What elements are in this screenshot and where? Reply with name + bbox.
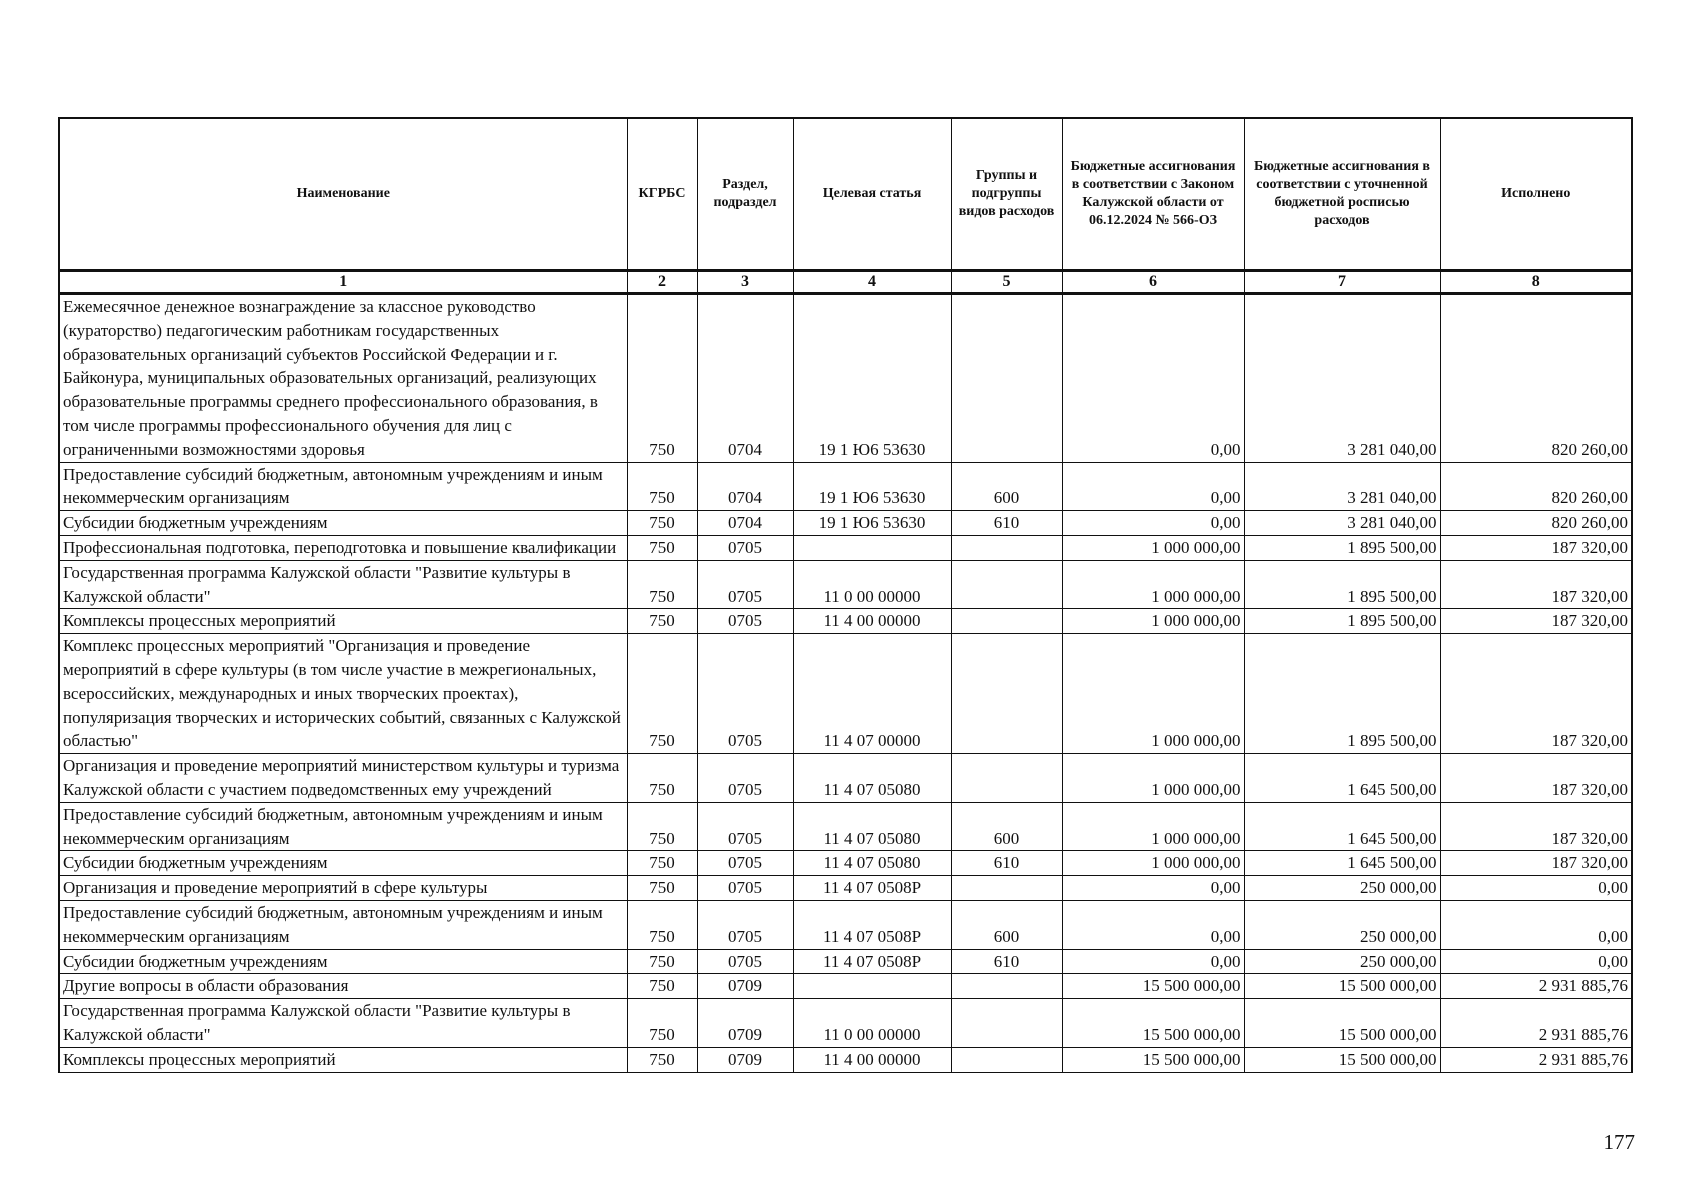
cell-name: Организация и проведение мероприятий министерством культуры и туризма Калужской области с участием подведомственных ему учреждений <box>59 754 627 803</box>
cell-kgrbs: 750 <box>627 802 697 851</box>
budget-table <box>58 117 1633 1073</box>
cell-group: 600 <box>951 802 1062 851</box>
cell-section: 0705 <box>697 949 793 974</box>
cell-section: 0705 <box>697 535 793 560</box>
cell-section: 0705 <box>697 900 793 949</box>
cell-group <box>951 999 1062 1048</box>
cell-executed-amount: 0,00 <box>1440 949 1632 974</box>
table-row <box>59 876 1632 901</box>
cell-section: 0709 <box>697 1047 793 1072</box>
cell-name: Другие вопросы в области образования <box>59 974 627 999</box>
table-row <box>59 294 1632 463</box>
cell-group: 600 <box>951 900 1062 949</box>
cell-refined-amount: 3 281 040,00 <box>1244 294 1440 463</box>
cell-refined-amount: 250 000,00 <box>1244 900 1440 949</box>
cell-law-amount: 0,00 <box>1062 949 1244 974</box>
cell-executed-amount: 0,00 <box>1440 876 1632 901</box>
cell-section: 0709 <box>697 999 793 1048</box>
cell-kgrbs: 750 <box>627 634 697 754</box>
cell-name: Комплексы процессных мероприятий <box>59 609 627 634</box>
cell-target: 11 4 07 05080 <box>793 802 951 851</box>
column-header: КГРБС <box>627 118 697 271</box>
cell-group <box>951 294 1062 463</box>
cell-name: Предоставление субсидий бюджетным, автономным учреждениям и иным некоммерческим организациям <box>59 802 627 851</box>
cell-refined-amount: 15 500 000,00 <box>1244 999 1440 1048</box>
cell-executed-amount: 187 320,00 <box>1440 609 1632 634</box>
cell-target: 11 4 07 00000 <box>793 634 951 754</box>
cell-target: 19 1 Ю6 53630 <box>793 462 951 511</box>
cell-refined-amount: 250 000,00 <box>1244 949 1440 974</box>
cell-kgrbs: 750 <box>627 949 697 974</box>
cell-refined-amount: 15 500 000,00 <box>1244 974 1440 999</box>
column-number: 4 <box>793 271 951 294</box>
cell-refined-amount: 15 500 000,00 <box>1244 1047 1440 1072</box>
cell-executed-amount: 2 931 885,76 <box>1440 974 1632 999</box>
cell-name: Предоставление субсидий бюджетным, автономным учреждениям и иным некоммерческим организациям <box>59 462 627 511</box>
cell-law-amount: 1 000 000,00 <box>1062 851 1244 876</box>
cell-executed-amount: 2 931 885,76 <box>1440 1047 1632 1072</box>
cell-refined-amount: 1 895 500,00 <box>1244 535 1440 560</box>
cell-kgrbs: 750 <box>627 560 697 609</box>
cell-kgrbs: 750 <box>627 754 697 803</box>
page-number: 177 <box>1603 1130 1635 1154</box>
cell-kgrbs: 750 <box>627 462 697 511</box>
column-header: Бюджетные ассигнования в соответствии с Законом Калужской области от 06.12.2024 № 566-ОЗ <box>1062 118 1244 271</box>
cell-law-amount: 15 500 000,00 <box>1062 974 1244 999</box>
table-row <box>59 802 1632 851</box>
cell-law-amount: 15 500 000,00 <box>1062 999 1244 1048</box>
cell-name: Комплекс процессных мероприятий "Организация и проведение мероприятий в сфере культуры (в том числе участие в межрегиональных, всероссийских, международных и иных творческих проектах), популяризация творческих и исторических событий, связанных с Калужской областью" <box>59 634 627 754</box>
table-row <box>59 949 1632 974</box>
table-row <box>59 462 1632 511</box>
cell-section: 0704 <box>697 511 793 536</box>
cell-name: Предоставление субсидий бюджетным, автономным учреждениям и иным некоммерческим организациям <box>59 900 627 949</box>
table-row <box>59 1047 1632 1072</box>
cell-kgrbs: 750 <box>627 511 697 536</box>
cell-executed-amount: 820 260,00 <box>1440 462 1632 511</box>
cell-name: Комплексы процессных мероприятий <box>59 1047 627 1072</box>
cell-group <box>951 754 1062 803</box>
cell-executed-amount: 0,00 <box>1440 900 1632 949</box>
column-number: 6 <box>1062 271 1244 294</box>
column-header: Бюджетные ассигнования в соответствии с уточненной бюджетной росписью расходов <box>1244 118 1440 271</box>
cell-refined-amount: 1 895 500,00 <box>1244 560 1440 609</box>
cell-section: 0704 <box>697 462 793 511</box>
cell-kgrbs: 750 <box>627 535 697 560</box>
cell-executed-amount: 820 260,00 <box>1440 294 1632 463</box>
table-row <box>59 974 1632 999</box>
cell-executed-amount: 187 320,00 <box>1440 754 1632 803</box>
cell-target: 11 4 07 0508Р <box>793 900 951 949</box>
cell-law-amount: 1 000 000,00 <box>1062 754 1244 803</box>
table-row <box>59 900 1632 949</box>
cell-law-amount: 0,00 <box>1062 900 1244 949</box>
table-row <box>59 535 1632 560</box>
cell-group <box>951 974 1062 999</box>
cell-group <box>951 609 1062 634</box>
cell-group <box>951 560 1062 609</box>
cell-section: 0705 <box>697 802 793 851</box>
cell-refined-amount: 1 895 500,00 <box>1244 609 1440 634</box>
table-row <box>59 609 1632 634</box>
cell-target <box>793 974 951 999</box>
cell-name: Ежемесячное денежное вознаграждение за классное руководство (кураторство) педагогическим работникам государственных образовательных организаций субъектов Российской Федерации и г. Байконура, муниципальных образовательных организаций, реализующих образовательные программы среднего профессионального образования, в том числе программы профессионального обучения для лиц с ограниченными возможностями здоровья <box>59 294 627 463</box>
cell-kgrbs: 750 <box>627 609 697 634</box>
cell-name: Государственная программа Калужской области "Развитие культуры в Калужской области" <box>59 560 627 609</box>
cell-kgrbs: 750 <box>627 851 697 876</box>
cell-name: Субсидии бюджетным учреждениям <box>59 851 627 876</box>
table-row <box>59 634 1632 754</box>
cell-target: 11 0 00 00000 <box>793 999 951 1048</box>
cell-section: 0705 <box>697 754 793 803</box>
cell-section: 0705 <box>697 609 793 634</box>
cell-law-amount: 1 000 000,00 <box>1062 535 1244 560</box>
cell-kgrbs: 750 <box>627 876 697 901</box>
cell-kgrbs: 750 <box>627 294 697 463</box>
cell-section: 0705 <box>697 876 793 901</box>
cell-law-amount: 15 500 000,00 <box>1062 1047 1244 1072</box>
cell-executed-amount: 187 320,00 <box>1440 535 1632 560</box>
cell-kgrbs: 750 <box>627 999 697 1048</box>
cell-target: 11 4 00 00000 <box>793 609 951 634</box>
column-header: Исполнено <box>1440 118 1632 271</box>
cell-target: 11 4 07 0508Р <box>793 876 951 901</box>
cell-refined-amount: 1 645 500,00 <box>1244 851 1440 876</box>
column-header: Группы и подгруппы видов расходов <box>951 118 1062 271</box>
cell-target: 11 4 00 00000 <box>793 1047 951 1072</box>
column-header: Раздел, подраздел <box>697 118 793 271</box>
column-number: 2 <box>627 271 697 294</box>
column-number: 7 <box>1244 271 1440 294</box>
cell-group: 610 <box>951 511 1062 536</box>
cell-refined-amount: 250 000,00 <box>1244 876 1440 901</box>
column-number-row <box>59 271 1632 294</box>
cell-group: 600 <box>951 462 1062 511</box>
table-row <box>59 511 1632 536</box>
table-row <box>59 999 1632 1048</box>
cell-law-amount: 1 000 000,00 <box>1062 609 1244 634</box>
cell-section: 0709 <box>697 974 793 999</box>
cell-executed-amount: 187 320,00 <box>1440 560 1632 609</box>
table-row <box>59 754 1632 803</box>
cell-refined-amount: 3 281 040,00 <box>1244 462 1440 511</box>
cell-refined-amount: 1 645 500,00 <box>1244 802 1440 851</box>
cell-name: Государственная программа Калужской области "Развитие культуры в Калужской области" <box>59 999 627 1048</box>
cell-group: 610 <box>951 949 1062 974</box>
cell-target: 19 1 Ю6 53630 <box>793 294 951 463</box>
cell-law-amount: 1 000 000,00 <box>1062 802 1244 851</box>
cell-refined-amount: 3 281 040,00 <box>1244 511 1440 536</box>
cell-target: 11 4 07 05080 <box>793 754 951 803</box>
column-header: Целевая статья <box>793 118 951 271</box>
cell-executed-amount: 187 320,00 <box>1440 634 1632 754</box>
cell-group <box>951 876 1062 901</box>
cell-group <box>951 1047 1062 1072</box>
cell-law-amount: 1 000 000,00 <box>1062 560 1244 609</box>
table-row <box>59 851 1632 876</box>
cell-target: 11 4 07 05080 <box>793 851 951 876</box>
cell-name: Субсидии бюджетным учреждениям <box>59 511 627 536</box>
cell-target: 19 1 Ю6 53630 <box>793 511 951 536</box>
cell-kgrbs: 750 <box>627 974 697 999</box>
column-number: 1 <box>59 271 627 294</box>
column-number: 8 <box>1440 271 1632 294</box>
column-header: Наименование <box>59 118 627 271</box>
cell-executed-amount: 187 320,00 <box>1440 851 1632 876</box>
cell-name: Профессиональная подготовка, переподготовка и повышение квалификации <box>59 535 627 560</box>
cell-group: 610 <box>951 851 1062 876</box>
cell-kgrbs: 750 <box>627 1047 697 1072</box>
cell-executed-amount: 187 320,00 <box>1440 802 1632 851</box>
cell-group <box>951 535 1062 560</box>
cell-section: 0704 <box>697 294 793 463</box>
cell-refined-amount: 1 645 500,00 <box>1244 754 1440 803</box>
cell-executed-amount: 820 260,00 <box>1440 511 1632 536</box>
cell-refined-amount: 1 895 500,00 <box>1244 634 1440 754</box>
cell-group <box>951 634 1062 754</box>
cell-law-amount: 0,00 <box>1062 511 1244 536</box>
cell-name: Субсидии бюджетным учреждениям <box>59 949 627 974</box>
cell-kgrbs: 750 <box>627 900 697 949</box>
table-row <box>59 560 1632 609</box>
cell-executed-amount: 2 931 885,76 <box>1440 999 1632 1048</box>
cell-section: 0705 <box>697 634 793 754</box>
cell-section: 0705 <box>697 560 793 609</box>
header-row <box>59 118 1632 271</box>
cell-law-amount: 1 000 000,00 <box>1062 634 1244 754</box>
cell-target: 11 4 07 0508Р <box>793 949 951 974</box>
cell-law-amount: 0,00 <box>1062 294 1244 463</box>
cell-law-amount: 0,00 <box>1062 462 1244 511</box>
cell-section: 0705 <box>697 851 793 876</box>
column-number: 5 <box>951 271 1062 294</box>
cell-target <box>793 535 951 560</box>
cell-target: 11 0 00 00000 <box>793 560 951 609</box>
column-number: 3 <box>697 271 793 294</box>
cell-name: Организация и проведение мероприятий в сфере культуры <box>59 876 627 901</box>
cell-law-amount: 0,00 <box>1062 876 1244 901</box>
